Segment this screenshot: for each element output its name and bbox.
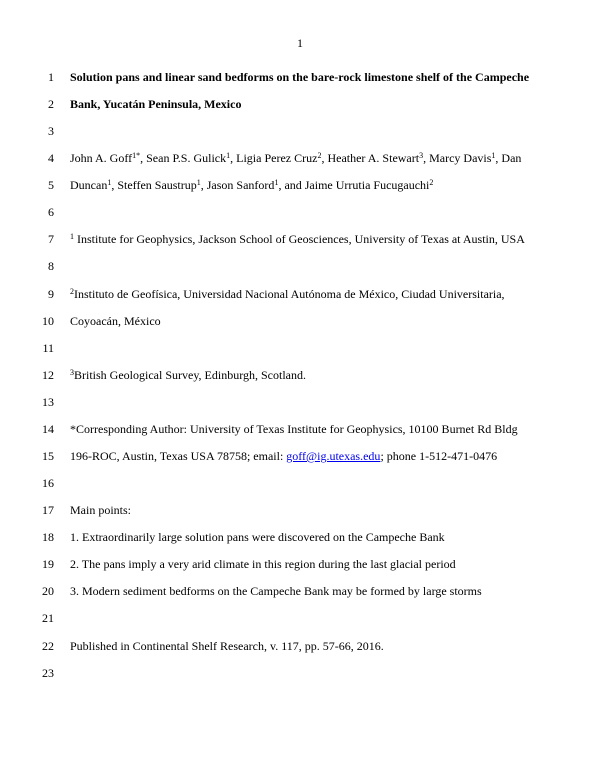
line-2	[0, 95, 600, 113]
line-22	[0, 637, 600, 655]
line-16	[0, 474, 600, 492]
line-number: 8	[48, 259, 54, 273]
corresponding-phone: ; phone 1-512-471-0476	[380, 449, 498, 463]
line-10	[0, 312, 600, 330]
line-number: 10	[42, 314, 54, 328]
line-8	[0, 257, 600, 275]
line-number: 16	[42, 476, 54, 490]
line-21	[0, 609, 600, 627]
line-number: 15	[42, 449, 54, 463]
line-number: 21	[42, 611, 54, 625]
line-15	[0, 447, 600, 465]
line-number: 1	[48, 70, 54, 84]
line-number: 20	[42, 584, 54, 598]
affiliation-1	[70, 230, 525, 248]
line-14	[0, 420, 600, 438]
line-number: 11	[42, 341, 54, 355]
title-line-1: Solution pans and linear sand bedforms on the bare-rock limestone shelf of the Campeche	[70, 70, 530, 84]
author-name: John A. Goff	[70, 151, 133, 165]
affiliation-2-line-2: Coyoacán, México	[70, 314, 161, 328]
author-name: Jaime Urrutia Fucugauchi	[304, 178, 430, 192]
author-affil-mark: 3	[419, 151, 424, 160]
line-23	[0, 664, 600, 682]
author-name: Ligia Perez Cruz	[236, 151, 318, 165]
affil-text: British Geological Survey, Edinburgh, Scotland.	[74, 368, 306, 382]
publication-note: Published in Continental Shelf Research, v. 117, pp. 57-66, 2016.	[70, 639, 384, 653]
line-5	[0, 176, 600, 194]
line-13	[0, 393, 600, 411]
line-number: 17	[42, 503, 54, 517]
affiliation-3	[70, 366, 306, 384]
corresponding-address: 196-ROC, Austin, Texas USA 78758; email:	[70, 449, 287, 463]
title-line-2: Bank, Yucatán Peninsula, Mexico	[70, 97, 242, 111]
affil-text: Institute for Geophysics, Jackson School of Geosciences, University of Texas at Austin, USA	[74, 232, 525, 246]
line-6	[0, 203, 600, 221]
author-name: Steffen Saustrup	[117, 178, 197, 192]
line-number: 4	[48, 151, 54, 165]
line-number: 18	[42, 530, 54, 544]
main-point-item: 1. Extraordinarily large solution pans were discovered on the Campeche Bank	[70, 530, 445, 544]
line-number: 6	[48, 205, 54, 219]
line-1	[0, 68, 600, 86]
author-name: Heather A. Stewart	[327, 151, 420, 165]
line-number: 3	[48, 124, 54, 138]
author-name: Marcy Davis	[429, 151, 492, 165]
line-9	[0, 285, 600, 303]
line-number: 7	[48, 232, 54, 246]
line-number: 5	[48, 178, 54, 192]
line-12	[0, 366, 600, 384]
author-affil-mark: 1	[107, 178, 112, 187]
affil-mark: 3	[70, 368, 74, 377]
main-point-item: 3. Modern sediment bedforms on the Campeche Bank may be formed by large storms	[70, 584, 482, 598]
line-11	[0, 339, 600, 357]
affil-mark: 2	[70, 287, 74, 296]
authors-line-2: Duncan$^1$, Steffen Saustrup$^1$, Jason Sanford$^1$, and Jaime Urrutia Fucugauchi$^2$	[70, 178, 434, 192]
line-20	[0, 582, 600, 600]
author-affil-mark: 2	[317, 151, 322, 160]
author-name: Jason Sanford	[206, 178, 275, 192]
line-number: 19	[42, 557, 54, 571]
line-number: 22	[42, 639, 54, 653]
author-name: Sean P.S. Gulick	[146, 151, 227, 165]
author-affil-mark: 1*	[132, 151, 141, 160]
author-affil-mark: 2	[429, 178, 434, 187]
line-number: 9	[48, 287, 54, 301]
line-number: 12	[42, 368, 54, 382]
author-affil-mark: 1	[491, 151, 496, 160]
line-number: 2	[48, 97, 54, 111]
corresponding-line-2	[70, 447, 497, 465]
authors-line-1: John A. Goff$^{1*}$, Sean P.S. Gulick$^1$, Ligia Perez Cruz$^2$, Heather A. Stewart$^3$, Marcy Davis$^1$, Dan	[70, 151, 522, 165]
author-name-part2: Duncan	[70, 178, 108, 192]
corresponding-line-1: *Corresponding Author: University of Texas Institute for Geophysics, 10100 Burnet Rd Bldg	[70, 422, 518, 436]
main-point-item: 2. The pans imply a very arid climate in this region during the last glacial period	[70, 557, 456, 571]
line-18	[0, 528, 600, 546]
page-number: 1	[297, 36, 303, 50]
main-points-heading: Main points:	[70, 503, 132, 517]
email-link[interactable]: goff@ig.utexas.edu	[286, 449, 381, 463]
line-number: 13	[42, 395, 54, 409]
affil-mark: 1	[70, 232, 74, 241]
affil-text: Instituto de Geofísica, Universidad Nacional Autónoma de México, Ciudad Universitaria,	[74, 287, 505, 301]
line-3	[0, 122, 600, 140]
line-7	[0, 230, 600, 248]
line-19	[0, 555, 600, 573]
author-affil-mark: 1	[196, 178, 201, 187]
author-affil-mark: 1	[274, 178, 279, 187]
affiliation-2-line-1	[70, 285, 505, 303]
line-4	[0, 149, 600, 167]
line-number: 23	[42, 666, 54, 680]
author-affil-mark: 1	[226, 151, 231, 160]
line-number: 14	[42, 422, 54, 436]
line-17	[0, 501, 600, 519]
author-name-part1: Dan	[501, 151, 522, 165]
